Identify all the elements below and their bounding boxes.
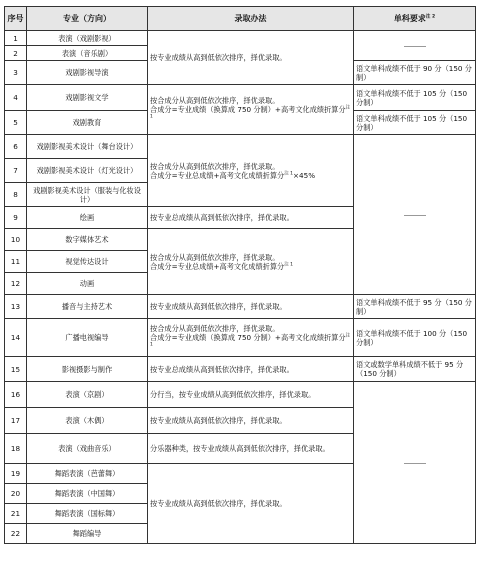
subject-requirement: 语文或数学单科成绩不低于 95 分（150 分制） bbox=[354, 357, 476, 382]
row-no: 10 bbox=[5, 229, 27, 251]
row-no: 21 bbox=[5, 504, 27, 524]
major-name: 戏剧影视美术设计（舞台设计） bbox=[27, 135, 148, 159]
admission-method: 按专业成绩从高到低依次排序，择优录取。 bbox=[148, 408, 354, 434]
row-no: 22 bbox=[5, 524, 27, 544]
row-no: 9 bbox=[5, 207, 27, 229]
major-name: 戏剧影视导演 bbox=[27, 61, 148, 85]
row-no: 15 bbox=[5, 357, 27, 382]
header-major: 专业（方向） bbox=[27, 7, 148, 31]
row-no: 20 bbox=[5, 484, 27, 504]
table-row bbox=[5, 31, 476, 46]
header-subject-requirement: 单科要求$^{注 2}$ bbox=[354, 7, 476, 31]
admission-method: 按专业总成绩从高到低依次排序，择优录取。 bbox=[148, 357, 354, 382]
footnote-marker: 注 1 bbox=[150, 333, 351, 348]
major-name: 绘画 bbox=[27, 207, 148, 229]
admission-method: 按专业成绩从高到低依次排序，择优录取。 bbox=[148, 295, 354, 319]
header-row bbox=[5, 7, 476, 31]
major-name: 影视摄影与制作 bbox=[27, 357, 148, 382]
major-name: 舞蹈表演（国标舞） bbox=[27, 504, 148, 524]
no-requirement-dash bbox=[354, 382, 476, 544]
major-name: 舞蹈表演（芭蕾舞） bbox=[27, 464, 148, 484]
major-name: 舞蹈表演（中国舞） bbox=[27, 484, 148, 504]
admission-method: 按合成分从高到低依次排序，择优录取。 合成分=专业成绩（换算成 750 分制）+高考文化成绩折算分$^{注 1}$ bbox=[148, 319, 354, 357]
major-name: 戏剧教育 bbox=[27, 111, 148, 135]
major-name: 表演（京剧） bbox=[27, 382, 148, 408]
admission-table bbox=[4, 6, 476, 544]
subject-requirement: 语文单科成绩不低于 105 分（150 分制） bbox=[354, 111, 476, 135]
row-no: 6 bbox=[5, 135, 27, 159]
row-no: 1 bbox=[5, 31, 27, 46]
row-no: 11 bbox=[5, 251, 27, 273]
row-no: 14 bbox=[5, 319, 27, 357]
major-name: 表演（戏曲音乐） bbox=[27, 434, 148, 464]
major-name: 舞蹈编导 bbox=[27, 524, 148, 544]
major-name: 广播电视编导 bbox=[27, 319, 148, 357]
table-row bbox=[5, 319, 476, 357]
row-no: 3 bbox=[5, 61, 27, 85]
major-name: 表演（戏剧影视） bbox=[27, 31, 148, 46]
table-row bbox=[5, 295, 476, 319]
row-no: 16 bbox=[5, 382, 27, 408]
admission-method: 按专业成绩从高到低依次排序，择优录取。 bbox=[148, 31, 354, 85]
row-no: 17 bbox=[5, 408, 27, 434]
major-name: 戏剧影视美术设计（灯光设计） bbox=[27, 159, 148, 183]
major-name: 视觉传达设计 bbox=[27, 251, 148, 273]
header-serial-no: 序号 bbox=[5, 7, 27, 31]
subject-requirement: 语文单科成绩不低于 100 分（150 分制） bbox=[354, 319, 476, 357]
row-no: 7 bbox=[5, 159, 27, 183]
row-no: 4 bbox=[5, 85, 27, 111]
admission-method: 按专业成绩从高到低依次排序，择优录取。 bbox=[148, 464, 354, 544]
no-requirement-dash bbox=[354, 135, 476, 295]
major-name: 表演（木偶） bbox=[27, 408, 148, 434]
major-name: 戏剧影视文学 bbox=[27, 85, 148, 111]
footnote-marker: 注 1 bbox=[150, 105, 351, 120]
admission-method: 按合成分从高到低依次排序，择优录取。 合成分=专业成绩（换算成 750 分制）+高考文化成绩折算分$^{注 1}$ bbox=[148, 85, 354, 135]
major-name: 戏剧影视美术设计（服装与化妆设计） bbox=[27, 183, 148, 207]
admission-method: 按合成分从高到低依次排序，择优录取。 合成分=专业总成绩+高考文化成绩折算分$^{注 1}$×45% bbox=[148, 135, 354, 207]
admission-method: 按专业总成绩从高到低依次排序，择优录取。 bbox=[148, 207, 354, 229]
footnote-marker: 注 1 bbox=[284, 171, 294, 177]
subject-requirement: 语文单科成绩不低于 105 分（150 分制） bbox=[354, 85, 476, 111]
no-requirement-dash bbox=[354, 31, 476, 61]
table-row bbox=[5, 85, 476, 111]
header-admission-method: 录取办法 bbox=[148, 7, 354, 31]
subject-requirement: 语文单科成绩不低于 95 分（150 分制） bbox=[354, 295, 476, 319]
table-row bbox=[5, 135, 476, 159]
row-no: 19 bbox=[5, 464, 27, 484]
footnote-marker: 注 2 bbox=[425, 13, 436, 19]
row-no: 12 bbox=[5, 273, 27, 295]
major-name: 表演（音乐剧） bbox=[27, 46, 148, 61]
row-no: 8 bbox=[5, 183, 27, 207]
row-no: 2 bbox=[5, 46, 27, 61]
table-row bbox=[5, 382, 476, 408]
row-no: 13 bbox=[5, 295, 27, 319]
admission-method: 分乐器种类，按专业成绩从高到低依次排序，择优录取。 bbox=[148, 434, 354, 464]
subject-requirement: 语文单科成绩不低于 90 分（150 分制） bbox=[354, 61, 476, 85]
major-name: 动画 bbox=[27, 273, 148, 295]
major-name: 播音与主持艺术 bbox=[27, 295, 148, 319]
row-no: 18 bbox=[5, 434, 27, 464]
major-name: 数字媒体艺术 bbox=[27, 229, 148, 251]
admission-method: 按合成分从高到低依次排序，择优录取。 合成分=专业总成绩+高考文化成绩折算分$^{注 1}$ bbox=[148, 229, 354, 295]
footnote-marker: 注 1 bbox=[284, 262, 294, 268]
row-no: 5 bbox=[5, 111, 27, 135]
table-row bbox=[5, 357, 476, 382]
admission-method: 分行当，按专业成绩从高到低依次排序，择优录取。 bbox=[148, 382, 354, 408]
